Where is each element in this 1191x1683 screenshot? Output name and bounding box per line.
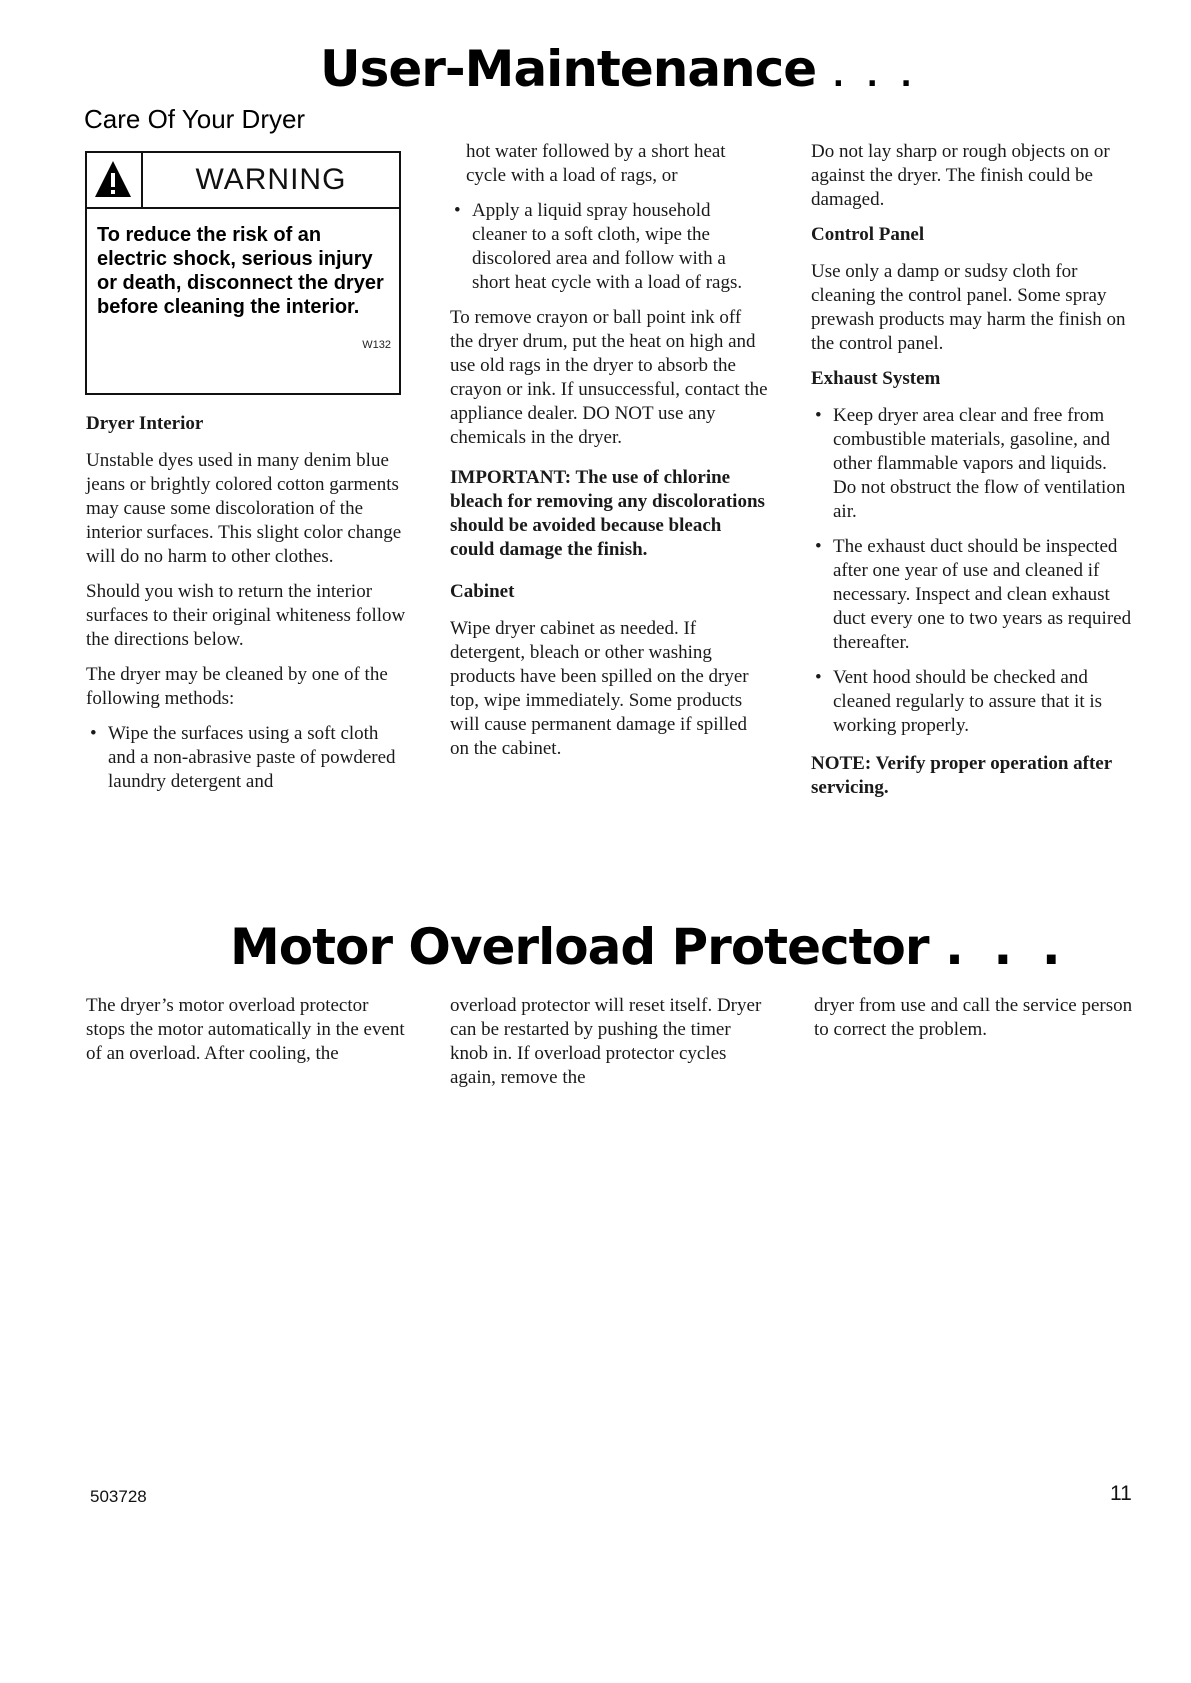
paragraph: The dryer’s motor overload protector stops the motor automatically in the event of an overload. After cooling, the — [86, 995, 405, 1064]
paragraph: Do not lay sharp or rough objects on or against the dryer. The finish could be damaged. — [811, 141, 1110, 210]
paragraph: hot water followed by a short heat cycle with a load of rags, or — [466, 141, 726, 186]
list-item: • Keep dryer area clear and free from combustible materials, gasoline, and other flammable vapors and liquids. Do not obstruct the flow of ventilation air. — [811, 404, 1133, 524]
warning-header — [87, 153, 399, 209]
column-2 — [450, 140, 768, 772]
motor-section-title — [230, 918, 1067, 976]
control-panel-heading: Control Panel — [811, 224, 925, 245]
list-item: • Apply a liquid spray household cleaner to a soft cloth, wipe the discolored area and follow with a short heat cycle with a load of rags. — [450, 199, 768, 295]
section-title: Care Of Your Dryer — [84, 104, 306, 134]
service-note: NOTE: Verify proper operation after servicing. — [811, 753, 1112, 798]
page-number: 11 — [1110, 1482, 1132, 1505]
paragraph: Unstable dyes used in many denim blue jeans or brightly colored cotton garments may cause some discoloration of the interior surfaces. This slight color change will do no harm to other clothes. — [86, 450, 402, 567]
cabinet-heading: Cabinet — [450, 581, 515, 602]
warning-code: W132 — [362, 339, 391, 351]
column-1 — [86, 412, 406, 805]
warning-triangle-icon — [87, 153, 143, 207]
motor-title-text: Motor Overload Protector — [230, 918, 929, 976]
paragraph: The dryer may be cleaned by one of the following methods: — [86, 664, 388, 709]
dryer-interior-heading: Dryer Interior — [86, 413, 204, 434]
document-number: 503728 — [90, 1487, 147, 1506]
important-note: IMPORTANT: The use of chlorine bleach for removing any discolorations should be avoided because bleach could damage the finish. — [450, 467, 765, 560]
list-item: • The exhaust duct should be inspected after one year of use and cleaned if necessary. Inspect and clean exhaust duct every one to two years as required thereafter. — [811, 535, 1133, 655]
page-title-text: User-Maintenance — [320, 40, 817, 98]
warning-title: WARNING — [195, 163, 347, 196]
motor-column-1 — [86, 994, 406, 1077]
page-title — [320, 40, 918, 98]
motor-column-2 — [450, 994, 768, 1101]
motor-column-3 — [814, 994, 1136, 1053]
exhaust-system-heading: Exhaust System — [811, 368, 941, 389]
warning-text: To reduce the risk of an electric shock, serious injury or death, disconnect the dryer before cleaning the interior. — [97, 224, 384, 318]
paragraph: Use only a damp or sudsy cloth for cleaning the control panel. Some spray prewash products may harm the finish on the control panel. — [811, 261, 1126, 354]
paragraph: overload protector will reset itself. Dryer can be restarted by pushing the timer knob in. If overload protector cycles again, remove the — [450, 995, 762, 1088]
title-ellipsis: . . . — [944, 918, 1067, 976]
paragraph: Should you wish to return the interior surfaces to their original whiteness follow the directions below. — [86, 581, 406, 650]
list-item: • Wipe the surfaces using a soft cloth and a non-abrasive paste of powdered laundry detergent and — [86, 722, 406, 794]
paragraph: dryer from use and call the service person to correct the problem. — [814, 995, 1133, 1040]
warning-box — [85, 151, 401, 395]
paragraph: Wipe dryer cabinet as needed. If detergent, bleach or other washing products have been spilled on the dryer top, wipe immediately. Some products will cause permanent damage if spilled on the cabinet. — [450, 618, 749, 759]
column-3 — [811, 140, 1133, 811]
title-ellipsis: . . . — [832, 59, 918, 94]
list-item: • Vent hood should be checked and cleaned regularly to assure that it is working properly. — [811, 666, 1133, 738]
paragraph: To remove crayon or ball point ink off the dryer drum, put the heat on high and use old rags in the dryer to absorb the crayon or ink. If unsuccessful, contact the appliance dealer. DO NOT use any chemicals in the dryer. — [450, 307, 768, 448]
